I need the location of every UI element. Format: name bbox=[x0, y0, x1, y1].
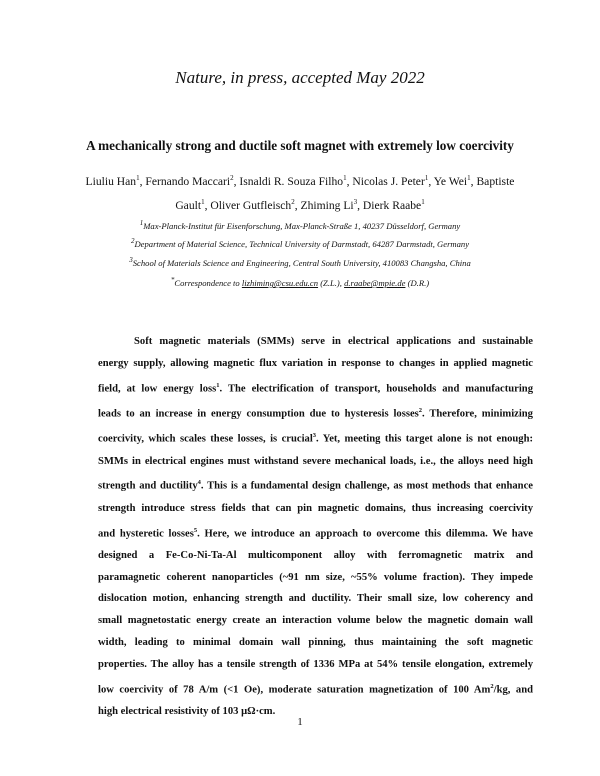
author-name: Ye Wei bbox=[433, 174, 468, 188]
paper-title: A mechanically strong and ductile soft magnet with extremely low coercivity bbox=[86, 138, 514, 153]
abstract-line: Soft magnetic materials (SMMs) serve in electrical applications and sustainable bbox=[134, 336, 533, 347]
author-name: Oliver Gutfleisch bbox=[210, 198, 292, 212]
abstract-line: field, at low energy loss$^1$. The electrification of transport, households and manufacturing bbox=[98, 381, 533, 395]
author-name: Zhiming Li bbox=[300, 198, 354, 212]
author-affiliation-mark: 1 bbox=[421, 197, 425, 206]
author-name: Nicolas J. Peter bbox=[352, 174, 425, 188]
abstract-line: energy supply, allowing magnetic flux variation in response to changes in applied magnetic bbox=[98, 357, 533, 369]
abstract-line: leads to an increase in energy consumption due to hysteresis losses$^2$. Therefore, minimizing bbox=[98, 406, 533, 420]
abstract-line: SMMs in electrical engines must withstand severe mechanical loads, i.e., the alloys need high bbox=[98, 455, 533, 467]
email-link-lizhiming[interactable]: lizhiming@csu.edu.cn bbox=[241, 277, 319, 288]
abstract bbox=[98, 331, 533, 723]
author-affiliation-mark: 1 bbox=[343, 174, 347, 182]
abstract-line: small magnetostatic energy create an interaction volume below the magnetic domain wall bbox=[98, 615, 533, 627]
abstract-line: high electrical resistivity of 103 μΩ·cm. bbox=[98, 705, 276, 717]
author-affiliation-mark: 1 bbox=[201, 197, 205, 206]
author-affiliation-mark: 1 bbox=[424, 174, 429, 182]
author-affiliation-mark: 3 bbox=[353, 197, 358, 206]
abstract-line: strength and ductility$^4$. This is a fundamental design challenge, as most methods that enhance bbox=[98, 479, 533, 492]
author-name: Baptiste Gault bbox=[175, 174, 515, 212]
affiliation-2: $^2$Department of Material Science, Technical University of Darmstadt, 64287 Darmstadt, Germany bbox=[130, 237, 470, 249]
author-name: Dierk Raabe bbox=[362, 198, 422, 212]
author-affiliation-mark: 2 bbox=[291, 197, 295, 206]
abstract-line: coercivity, which scales these losses, is crucial$^3$. Yet, meeting this target alone is not enough: bbox=[98, 432, 533, 445]
author-affiliation-mark: 1 bbox=[136, 174, 140, 182]
abstract-line: properties. The alloy has a tensile strength of 1336 MPa at 54% tensile elongation, extremely bbox=[98, 658, 533, 670]
journal-note: Nature, in press, accepted May 2022 bbox=[175, 68, 425, 87]
author-list: Liuliu Han$^1$, Fernando Maccari$^2$, Isnaldi R. Souza Filho$^1$, Nicolas J. Peter$^1$, Ye Wei$^1$, Baptiste Gault$^1$, Oliver Gutfleisch$^2$, Zhiming Li$^3$, Dierk Raabe$^1$ bbox=[85, 174, 515, 212]
affiliation-3: $^3$School of Materials Science and Engineering, Central South University, 410083 Changsha, China bbox=[129, 256, 471, 268]
correspondence: *Correspondence to lizhiming@csu.edu.cn (Z.L.), d.raabe@mpie.de (D.R.) bbox=[170, 276, 430, 288]
abstract-line: paramagnetic coherent nanoparticles (~91 nm size, ~55% volume fraction). They impede bbox=[98, 571, 533, 583]
abstract-line: designed a Fe-Co-Ni-Ta-Al multicomponent alloy with ferromagnetic matrix and bbox=[98, 549, 533, 561]
abstract-line: strength introduce stress fields that can pin magnetic domains, thus increasing coercivity bbox=[98, 502, 533, 514]
author-affiliation-mark: 2 bbox=[230, 174, 234, 182]
affiliation-1: $^1$Max-Planck-Institut für Eisenforschung, Max-Planck-Straße 1, 40237 Düsseldorf, Germany bbox=[139, 219, 461, 231]
author-name: Fernando Maccari bbox=[145, 174, 231, 188]
author-affiliation-mark: 1 bbox=[467, 174, 471, 182]
abstract-line: width, leading to minimal domain wall pinning, thus maintaining the soft magnetic bbox=[98, 637, 533, 649]
abstract-line: low coercivity of 78 A/m (<1 Oe), moderate saturation magnetization of 100 Am$^2$/kg, and bbox=[98, 682, 533, 696]
abstract-line: dislocation motion, enhancing strength and ductility. Their small size, low coherency and bbox=[98, 593, 533, 605]
author-name: Isnaldi R. Souza Filho bbox=[239, 174, 344, 188]
author-name: Liuliu Han bbox=[85, 174, 137, 188]
abstract-line: and hysteretic losses$^5$. Here, we introduce an approach to overcome this dilemma. We have bbox=[98, 526, 533, 540]
email-link-raabe[interactable]: d.raabe@mpie.de bbox=[344, 277, 406, 288]
page-number: 1 bbox=[297, 716, 303, 728]
